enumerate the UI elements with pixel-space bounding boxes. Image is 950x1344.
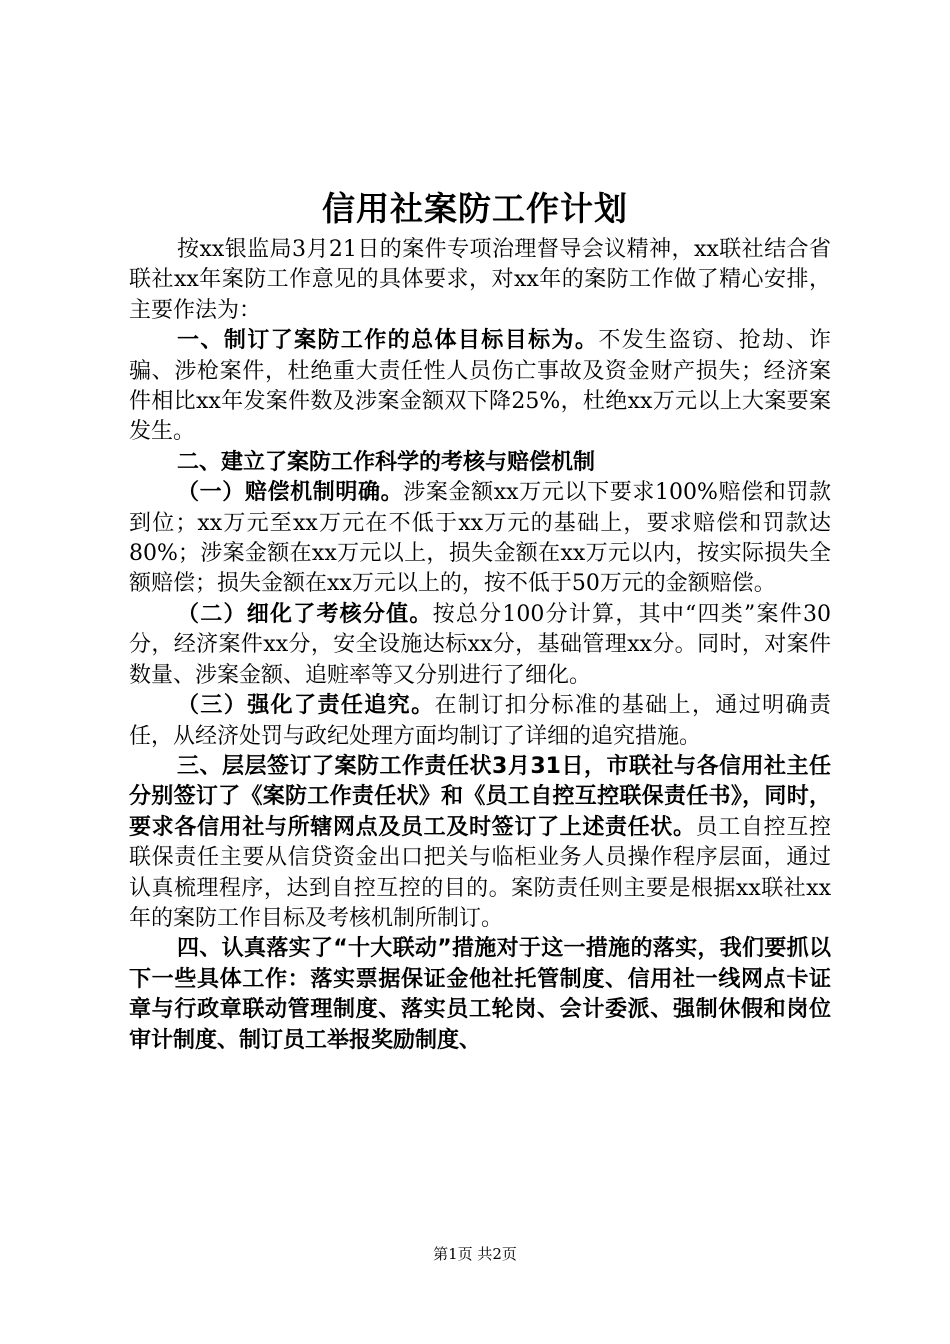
document-title: 信用社案防工作计划 xyxy=(322,189,628,228)
paragraph-section-3 xyxy=(129,752,831,934)
paragraph-text: 涉案金额xx万元以下要求100%赔偿和罚款到位；xx万元至xx万元在不低于xx万元的基础上，要求赔偿和罚款达80%；涉案金额在xx万元以上，损失金额在xx万元以内，按实际损失全额赔偿；损失金额在xx万元以上的，按不低于50万元的金额赔偿。 xyxy=(129,480,831,597)
paragraph-section-2 xyxy=(129,448,831,478)
paragraph-text: 在制订扣分标准的基础上，通过明确责任，从经济处罚与政纪处理方面均制订了详细的追究措施。 xyxy=(129,693,831,749)
paragraph-text: 员工自控互控联保责任主要从信贷资金出口把关与临柜业务人员操作程序层面，通过认真梳理程序，达到自控互控的目的。案防责任则主要是根据xx联社xx年的案防工作目标及考核机制所制订。 xyxy=(129,814,831,931)
paragraph-lead: 三、层层签订了案防工作责任状3月31日，市联社与各信用社主任分别签订了《案防工作责任状》和《员工自控互控联保责任书》，同时，要求各信用社与所辖网点及员工及时签订了上述责任状。 xyxy=(129,753,831,840)
paragraph-lead: 二、建立了案防工作科学的考核与赔偿机制 xyxy=(177,449,596,475)
paragraph-text: 按总分100分计算，其中“四类”案件30分，经济案件xx分，安全设施达标xx分，基础管理xx分。同时，对案件数量、涉案金额、追赃率等又分别进行了细化。 xyxy=(129,601,831,688)
paragraph-section-4 xyxy=(129,934,831,1056)
page-number: 第1页 共2页 xyxy=(433,1245,517,1263)
paragraph-lead: 四、认真落实了“十大联动”措施对于这一措施的落实，我们要抓以下一些具体工作：落实票据保证金他社托管制度、信用社一线网点卡证章与行政章联动管理制度、落实员工轮岗、会计委派、强制休假和岗位审计制度、制订员工举报奖励制度、 xyxy=(129,936,831,1053)
paragraph-intro xyxy=(129,235,831,326)
paragraph-lead: （一）赔偿机制明确。 xyxy=(177,480,404,506)
paragraph-subsection-3 xyxy=(129,691,831,752)
document-body xyxy=(129,235,831,1056)
paragraph-lead: 一、制订了案防工作的总体目标目标为。 xyxy=(177,328,599,354)
paragraph-text: 不发生盗窃、抢劫、诈骗、涉枪案件，杜绝重大责任性人员伤亡事故及资金财产损失；经济案件相比xx年发案件数及涉案金额双下降25%，杜绝xx万元以上大案要案发生。 xyxy=(129,328,831,445)
paragraph-subsection-1 xyxy=(129,478,831,600)
paragraph-lead: （三）强化了责任追究。 xyxy=(177,693,435,719)
paragraph-subsection-2 xyxy=(129,600,831,691)
paragraph-section-1 xyxy=(129,326,831,448)
paragraph-text: 按xx银监局3月21日的案件专项治理督导会议精神，xx联社结合省联社xx年案防工作意见的具体要求，对xx年的案防工作做了精心安排，主要作法为： xyxy=(129,237,831,323)
paragraph-lead: （二）细化了考核分值。 xyxy=(177,601,433,627)
